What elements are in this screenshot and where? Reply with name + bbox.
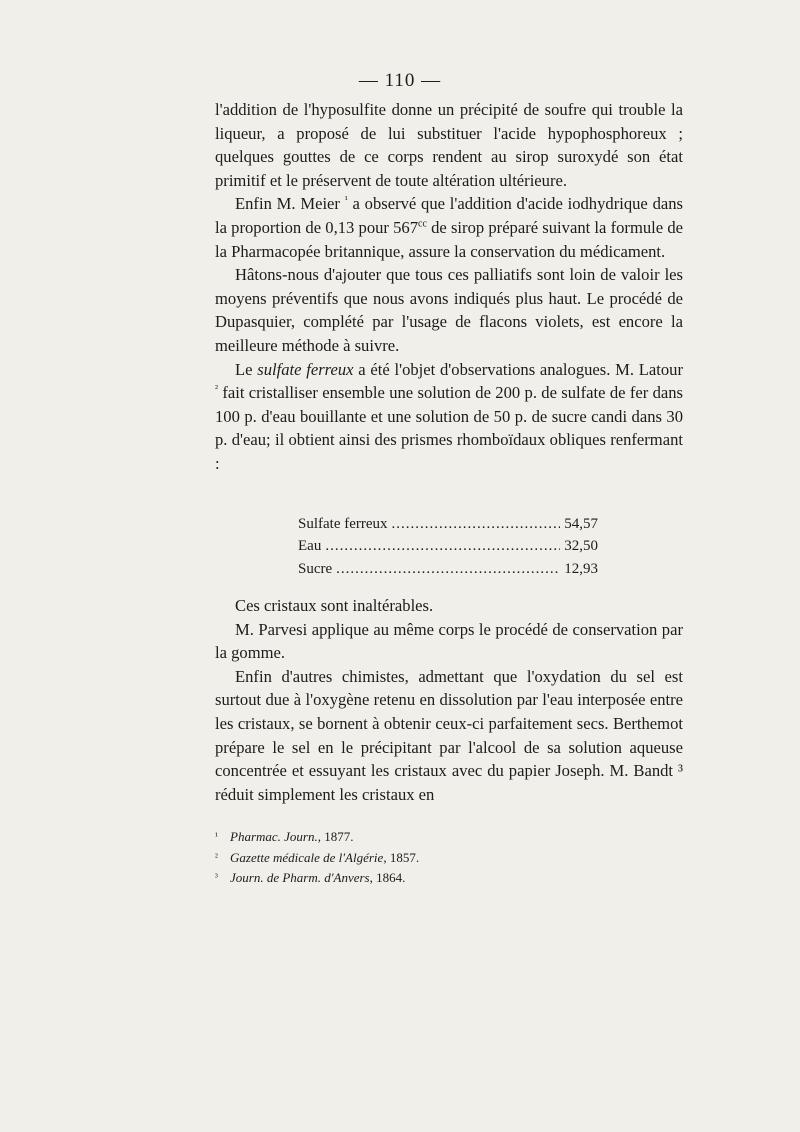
text-body-top [215, 98, 683, 476]
table-label: Sucre [298, 560, 333, 577]
paragraph-2: Enfin M. Meier $^{^1}$ a observé que l'addition d'acide iodhydrique dans la proportion de 0,13 pour $567^{cc}$ de sirop préparé suivant la formule de la Pharmacopée britannique, assure la conservation du médicament. [215, 194, 683, 261]
table-value: 32,50 [564, 538, 598, 555]
table-row [298, 558, 598, 580]
leader-dots [325, 535, 560, 557]
paragraph-1: l'addition de l'hyposulfite donne un précipité de soufre qui trouble la liqueur, a proposé de lui substituer l'acide hypophosphoreux ; quelques gouttes de ce corps rendent au sirop suroxydé son état primitif et le préservent de toute altération ultérieure. [215, 100, 683, 190]
paragraph-6: M. Parvesi applique au même corps le procédé de conservation par la gomme. [215, 619, 683, 663]
italic-term: sulfate ferreux [257, 359, 354, 379]
footnote-ref-2: ² [215, 383, 218, 395]
footnote-mark: ¹ [215, 832, 218, 842]
leader-dots [336, 558, 560, 580]
table-value: 12,93 [564, 560, 598, 577]
composition-table [298, 513, 598, 580]
unit-cc: cc [418, 218, 427, 230]
page-number: — 110 — [358, 70, 442, 91]
table-row [298, 513, 598, 535]
footnote-source: Journ. de Pharm. d'Anvers [230, 870, 370, 885]
footnote: ² Gazette médicale de l'Algérie, 1857. [215, 848, 683, 869]
footnote-mark: ³ [215, 873, 218, 883]
table-label: Eau [298, 538, 322, 555]
footnote-source: Pharmac. Journ. [230, 829, 318, 844]
paragraph-4: Le sulfate ferreux a été l'objet d'observations analogues. M. Latour $^{^2}$ fait cristalliser ensemble une solution de 200 p. de sulfate de fer dans 100 p. d'eau bouillante et une solution de 50 p. de sucre candi dans 30 p. d'eau; il obtient ainsi des prismes rhomboïdaux obliques renfermant : [215, 359, 683, 473]
table-value: 54,57 [564, 516, 598, 532]
footnote-source: Gazette médicale de l'Algérie [230, 849, 384, 865]
footnotes [215, 827, 683, 889]
table-row [298, 535, 598, 557]
leader-dots [392, 513, 561, 535]
paragraph-7: Enfin d'autres chimistes, admettant que l'oxydation du sel est surtout due à l'oxygène retenu en dissolution par l'eau interposée entre les cristaux, se bornent à obtenir ceux-ci parfaitement secs. Berthemot prépare le sel en le précipitant par l'alcool de sa solution aqueuse concentrée et essuyant les cristaux avec du papier Joseph. M. Bandt ³ réduit simplement les cristaux en [215, 666, 683, 804]
footnote: ³ Journ. de Pharm. d'Anvers, 1864. [215, 868, 683, 889]
footnote-mark: ² [215, 852, 218, 863]
table-label: Sulfate ferreux [298, 516, 388, 532]
text-body-bottom [215, 594, 683, 806]
paragraph-5: Ces cristaux sont inaltérables. [235, 596, 434, 615]
footnote-ref-1: ¹ [344, 194, 348, 206]
footnote: ¹ Pharmac. Journ., 1877. [215, 827, 683, 848]
paragraph-3: Hâtons-nous d'ajouter que tous ces palliatifs sont loin de valoir les moyens préventifs que nous avons indiqués plus haut. Le procédé de Dupasquier, complété par l'usage de flacons violets, est encore la meilleure méthode à suivre. [215, 265, 683, 355]
